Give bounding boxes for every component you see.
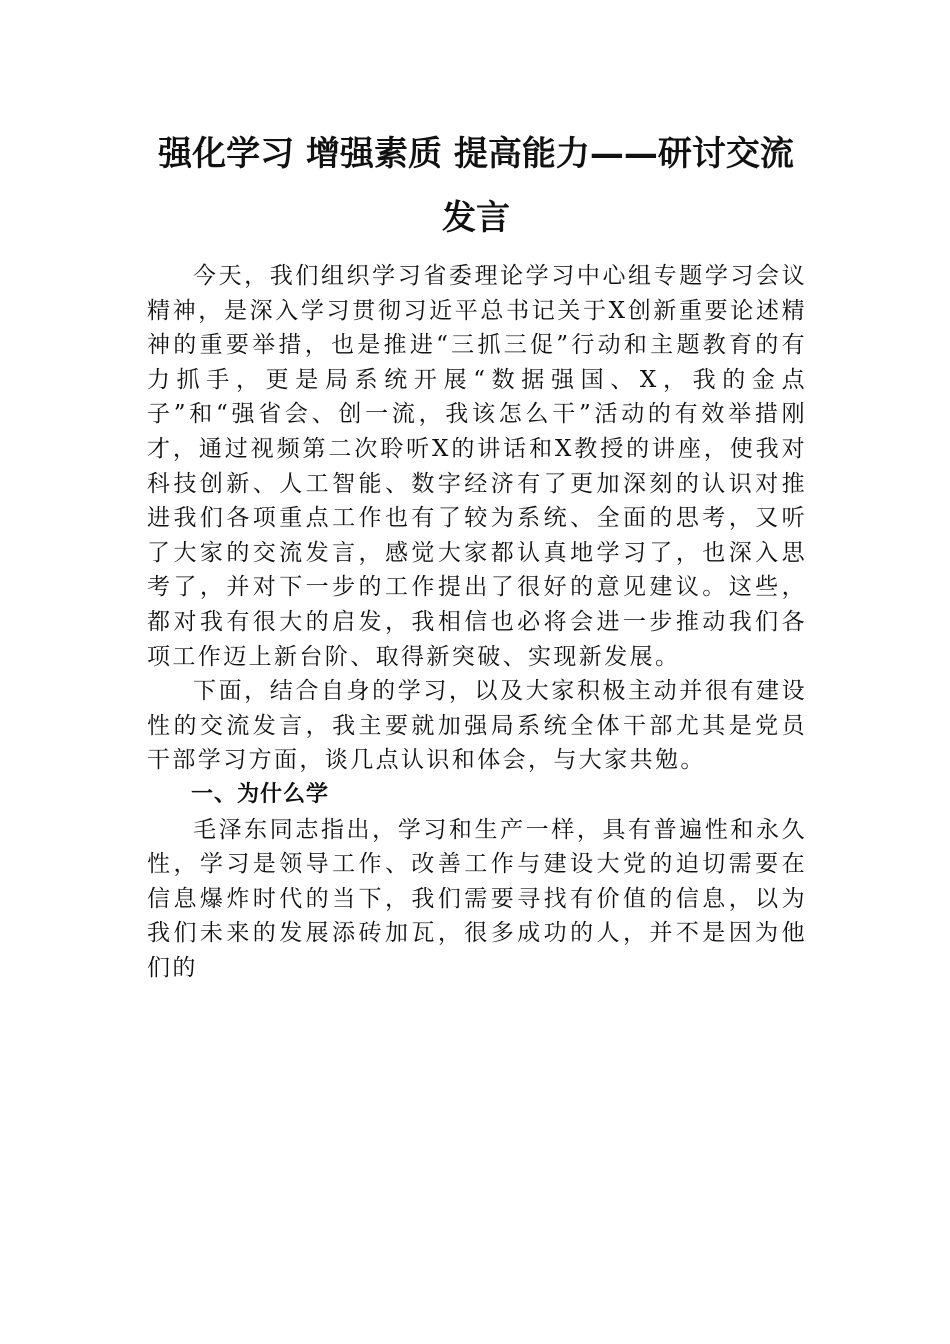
paragraph-intro: 今天，我们组织学习省委理论学习中心组专题学习会议精神，是深入学习贯彻习近平总书记关于X创新重要论述精神的重要举措，也是推进“三抓三促”行动和主题教育的有力抓手，更是局系统开展“数据强国、X，我的金点子”和“强省会、创一流，我该怎么干”活动的有效举措刚才，通过视频第二次聆听X的讲话和X教授的讲座，使我对科技创新、人工智能、数字经济有了更加深刻的认识对推进我们各项重点工作也有了较为系统、全面的思考，又听了大家的交流发言，感觉大家都认真地学习了，也深入思考了，并对下一步的工作提出了很好的意见建议。这些，都对我有很大的启发，我相信也必将会进一步推动我们各项工作迈上新台阶、取得新突破、实现新发展。 [147, 263, 807, 670]
document-body [147, 259, 807, 985]
document-title: 强化学习 增强素质 提高能力——研讨交流发言 [158, 134, 794, 238]
paragraph-overview: 下面，结合自身的学习，以及大家积极主动并很有建设性的交流发言，我主要就加强局系统全体干部尤其是党员干部学习方面，谈几点认识和体会，与大家共勉。 [147, 678, 807, 774]
paragraph-section-one: 毛泽东同志指出，学习和生产一样，具有普遍性和永久性，学习是领导工作、改善工作与建设大党的迫切需要在信息爆炸时代的当下，我们需要寻找有价值的信息，以为我们未来的发展添砖加瓦，很多成功的人，并不是因为他们的 [147, 816, 807, 981]
section-heading: 一、为什么学 [191, 781, 330, 807]
